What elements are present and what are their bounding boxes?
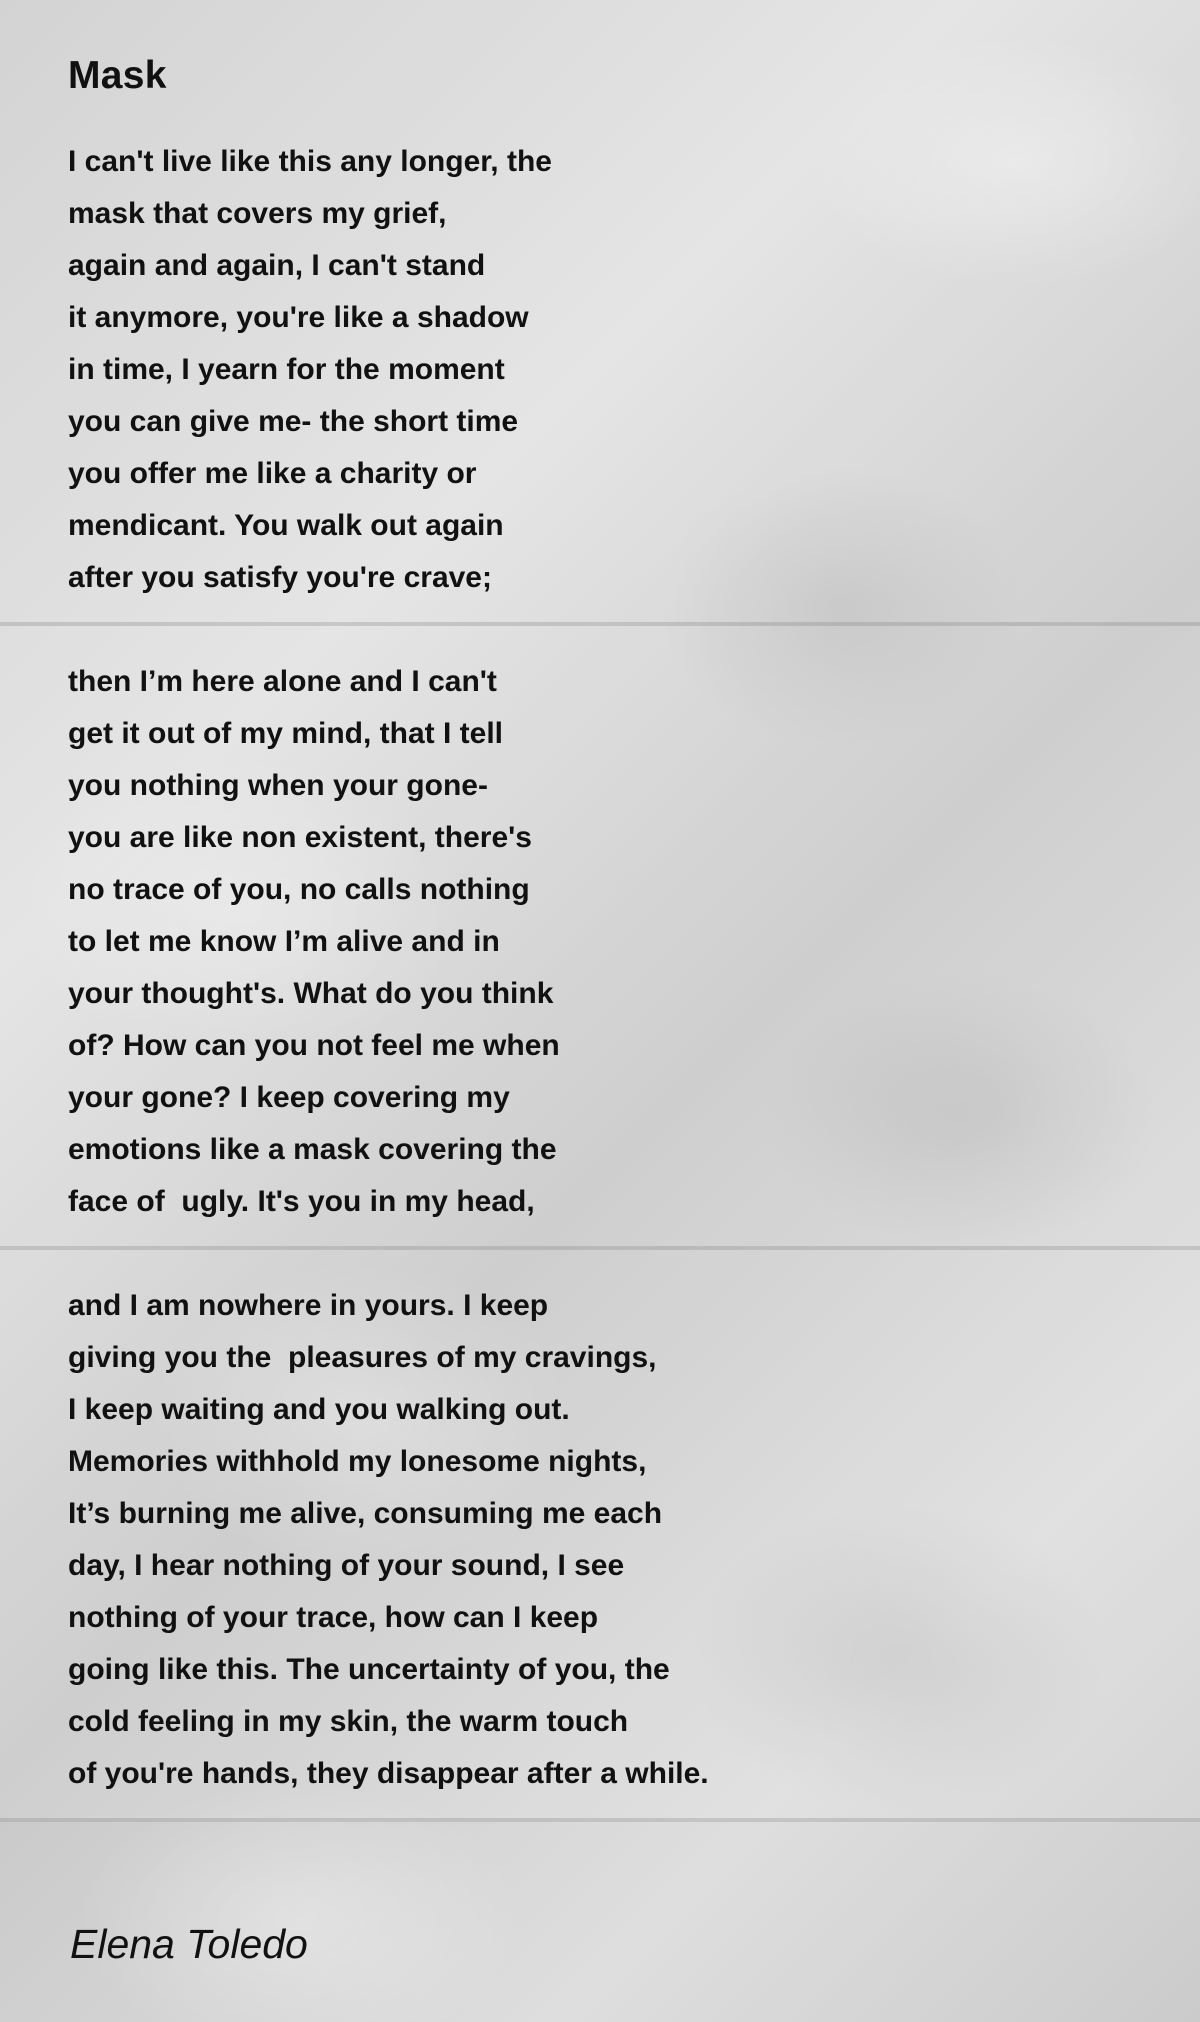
poem-line: I can't live like this any longer, the (68, 145, 552, 178)
poem-line: emotions like a mask covering the (68, 1133, 557, 1166)
band-divider (0, 1818, 1200, 1822)
poem-line: cold feeling in my skin, the warm touch (68, 1705, 629, 1738)
poem-line: of? How can you not feel me when (68, 1029, 560, 1062)
poem-line: get it out of my mind, that I tell (68, 717, 503, 750)
poem-line: your thought's. What do you think (68, 977, 554, 1010)
poem-line: face of ugly. It's you in my head, (68, 1185, 535, 1218)
poem-line: going like this. The uncertainty of you, the (68, 1653, 670, 1686)
poem-line: giving you the pleasures of my cravings, (68, 1341, 657, 1374)
poem-line: then I’m here alone and I can't (68, 665, 497, 698)
poem-line: nothing of your trace, how can I keep (68, 1601, 599, 1634)
poem-line: of you're hands, they disappear after a while. (68, 1757, 709, 1790)
poem-line: your gone? I keep covering my (68, 1081, 510, 1114)
stanza-1 (68, 136, 1168, 604)
poem-line: in time, I yearn for the moment (68, 353, 505, 386)
poem-line: no trace of you, no calls nothing (68, 873, 530, 906)
poem-line: to let me know I’m alive and in (68, 925, 500, 958)
poem-line: and I am nowhere in yours. I keep (68, 1289, 549, 1322)
poem-line: again and again, I can't stand (68, 249, 486, 282)
poem-line: it anymore, you're like a shadow (68, 301, 529, 334)
poem-title: Mask (68, 54, 167, 97)
poem-line: mask that covers my grief, (68, 197, 447, 230)
stanza-3 (68, 1280, 1168, 1800)
poem-line: you are like non existent, there's (68, 821, 532, 854)
poem-line: after you satisfy you're crave; (68, 561, 492, 594)
poem-line: It’s burning me alive, consuming me each (68, 1497, 663, 1530)
poem-line: I keep waiting and you walking out. (68, 1393, 570, 1426)
poem-line: mendicant. You walk out again (68, 509, 504, 542)
poem-line: you offer me like a charity or (68, 457, 477, 490)
poem-line: day, I hear nothing of your sound, I see (68, 1549, 625, 1582)
poem-author: Elena Toledo (70, 1921, 308, 1967)
poem-line: Memories withhold my lonesome nights, (68, 1445, 647, 1478)
poem-line: you can give me- the short time (68, 405, 519, 438)
poem-line: you nothing when your gone- (68, 769, 488, 802)
stanza-2 (68, 656, 1168, 1228)
poem-container (68, 50, 1168, 1800)
